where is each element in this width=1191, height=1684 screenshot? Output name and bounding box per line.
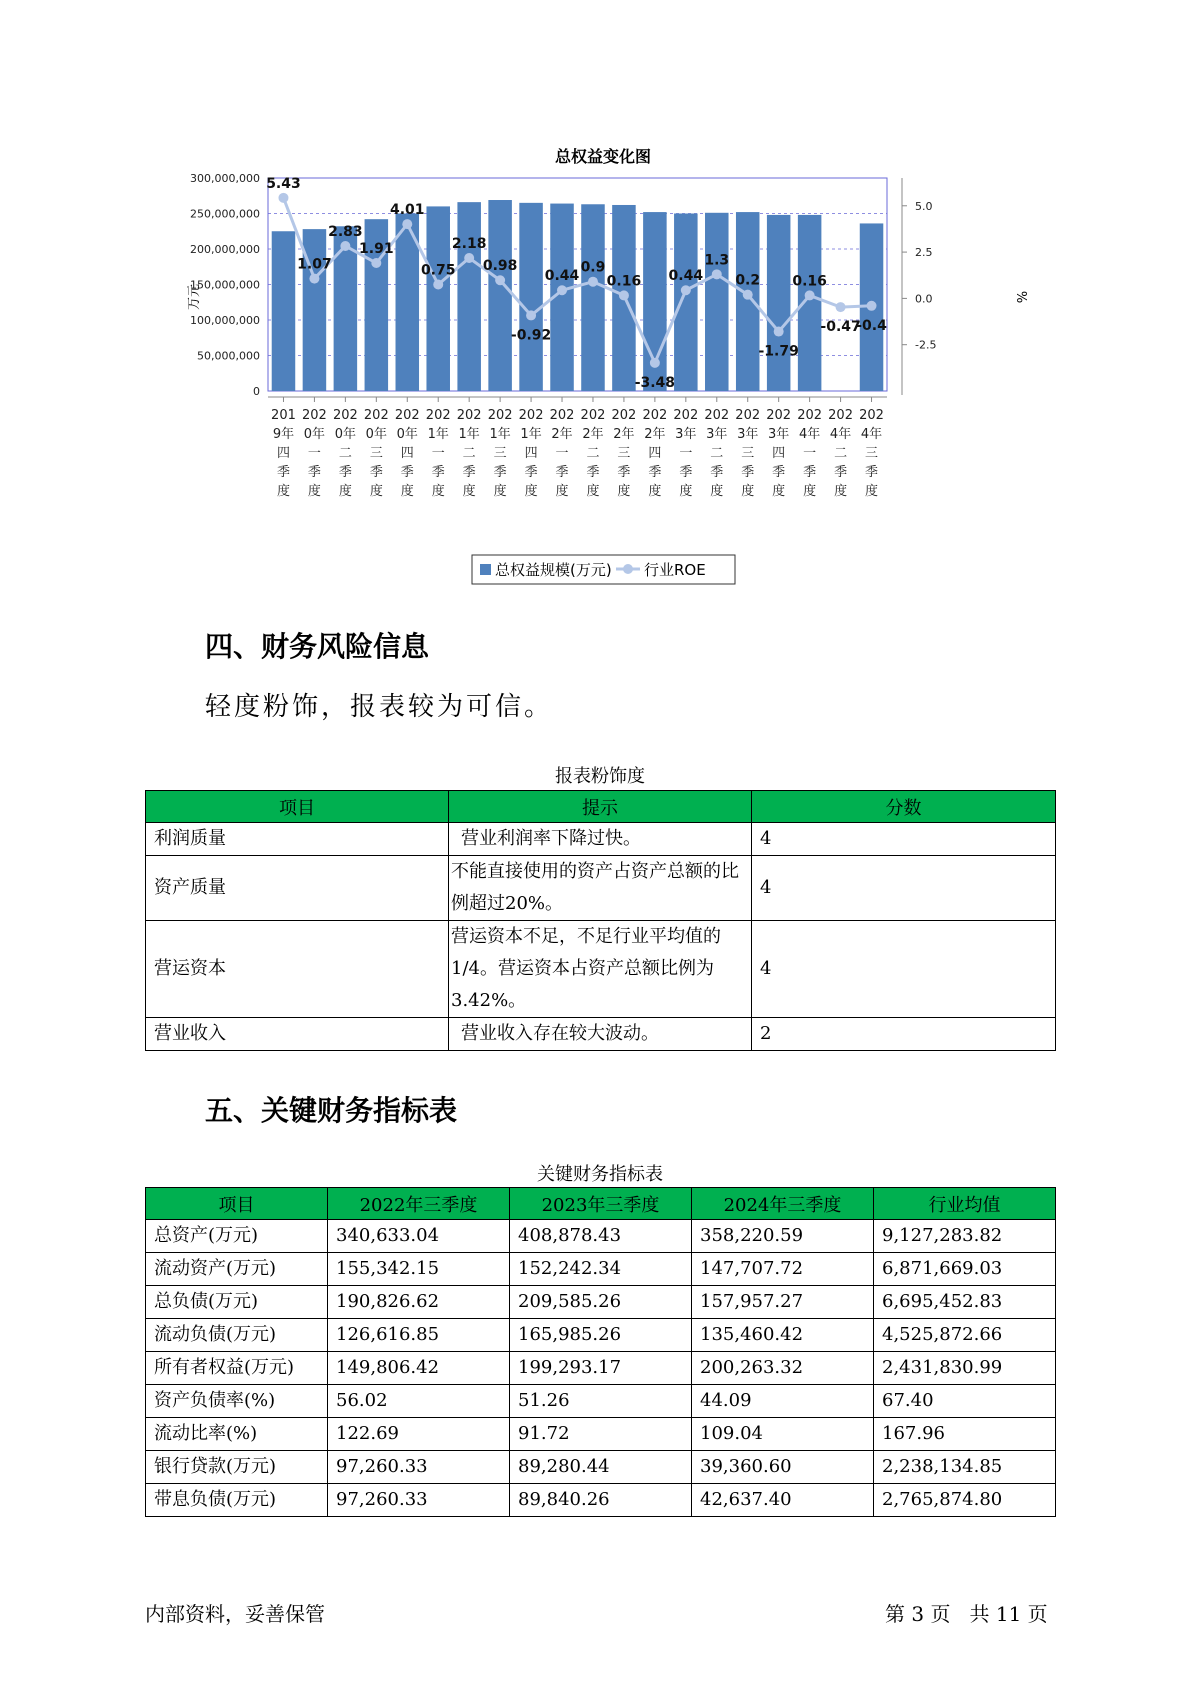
x-tick-label: 202 0年二季度: [332, 408, 358, 499]
score-cell: 4: [752, 921, 1056, 1018]
x-tick-label: 202 0年三季度: [363, 408, 389, 499]
score-cell: 4: [752, 856, 1056, 921]
roe-data-label: 1.07: [297, 256, 332, 273]
y-left-tick-label: 50,000,000: [197, 349, 260, 363]
header-cell: 分数: [752, 791, 1056, 823]
legend-line-marker: [623, 564, 633, 574]
risk-summary: 轻度粉饰，报表较为可信。: [205, 692, 554, 722]
table-row: [146, 1018, 1056, 1051]
table-header-row: [146, 1188, 1056, 1220]
bar: [767, 215, 791, 391]
roe-data-label: 0.2: [735, 272, 761, 289]
y-left-tick-label: 0: [253, 385, 260, 398]
roe-point: [650, 358, 660, 368]
roe-point: [495, 275, 505, 285]
x-tick-label: 202 2年二季度: [580, 408, 606, 499]
table-row: [146, 1484, 1056, 1517]
roe-data-label: -0.4: [856, 317, 887, 334]
roe-data-label: 2.83: [328, 223, 363, 240]
item-cell: 资产质量: [146, 856, 449, 921]
header-cell: 2023年三季度: [510, 1188, 692, 1220]
metric-value-cell: 190,826.62: [328, 1286, 510, 1319]
metric-value-cell: 340,633.04: [328, 1220, 510, 1253]
table-row: [146, 823, 1056, 856]
y-left-tick-label: 150,000,000: [190, 278, 260, 292]
metric-name-cell: 流动负债(万元): [146, 1319, 328, 1352]
bar: [272, 231, 296, 391]
x-tick-label: 202 4年二季度: [828, 408, 853, 499]
legend-bar-swatch: [480, 564, 491, 575]
table-row: [146, 1286, 1056, 1319]
x-tick-label: 202 1年一季度: [425, 408, 451, 499]
roe-data-label: 0.98: [482, 258, 518, 275]
metric-value-cell: 89,840.26: [510, 1484, 692, 1517]
bar: [519, 203, 543, 391]
metric-value-cell: 4,525,872.66: [874, 1319, 1056, 1352]
roe-data-label: 0.16: [792, 273, 827, 290]
x-tick-label: 202 0年一季度: [302, 408, 327, 499]
roe-data-label: 0.44: [668, 268, 704, 285]
table-row: [146, 1253, 1056, 1286]
footer-page-number: 第 3 页 共 11 页: [885, 1602, 1048, 1626]
roe-data-label: -1.79: [758, 343, 799, 360]
roe-data-label: -0.92: [510, 327, 552, 344]
metric-value-cell: 109.04: [692, 1418, 874, 1451]
roe-data-label: 5.43: [266, 175, 301, 192]
header-cell: 项目: [146, 791, 449, 823]
x-tick-label: 202 3年四季度: [766, 408, 792, 499]
risk-table: [145, 790, 1056, 1051]
y-right-tick-label: -2.5: [915, 338, 937, 352]
roe-point: [402, 219, 412, 229]
metric-value-cell: 358,220.59: [692, 1220, 874, 1253]
y-left-tick-label: 200,000,000: [190, 243, 260, 256]
table-row: [146, 856, 1056, 921]
metric-value-cell: 199,293.17: [510, 1352, 692, 1385]
x-tick-label: 202 2年四季度: [642, 408, 668, 499]
x-tick-label: 202 1年四季度: [518, 408, 544, 499]
roe-data-label: 4.01: [390, 202, 425, 219]
y-right-tick-label: 5.0: [915, 199, 933, 213]
header-cell: 2022年三季度: [328, 1188, 510, 1220]
table-row: [146, 1385, 1056, 1418]
x-tick-label: 202 1年三季度: [487, 408, 513, 499]
roe-point: [464, 253, 474, 263]
total-equity-chart: [150, 140, 1028, 600]
table-row: [146, 1418, 1056, 1451]
header-cell: 提示: [449, 791, 752, 823]
metric-name-cell: 所有者权益(万元): [146, 1352, 328, 1385]
roe-point: [712, 269, 722, 279]
x-tick-label: 202 3年三季度: [735, 408, 761, 499]
bar: [705, 213, 729, 391]
metric-value-cell: 39,360.60: [692, 1451, 874, 1484]
metric-value-cell: 2,238,134.85: [874, 1451, 1056, 1484]
legend-line-label: 行业ROE: [644, 561, 706, 579]
roe-data-label: 0.9: [580, 259, 606, 276]
section4-heading: 四、财务风险信息: [205, 630, 430, 663]
y-left-tick-label: 250,000,000: [190, 207, 260, 221]
roe-data-label: -0.47: [820, 319, 861, 336]
header-cell: 项目: [146, 1188, 328, 1220]
roe-data-label: 1.91: [359, 241, 394, 258]
table-row: [146, 1352, 1056, 1385]
x-tick-label: 202 1年二季度: [456, 408, 482, 499]
metric-value-cell: 2,765,874.80: [874, 1484, 1056, 1517]
metric-value-cell: 149,806.42: [328, 1352, 510, 1385]
x-tick-label: 201 9年四季度: [271, 408, 296, 499]
metric-value-cell: 9,127,283.82: [874, 1220, 1056, 1253]
metric-value-cell: 44.09: [692, 1385, 874, 1418]
item-cell: 营业收入: [146, 1018, 449, 1051]
metric-value-cell: 89,280.44: [510, 1451, 692, 1484]
bar: [488, 200, 512, 391]
metric-name-cell: 带息负债(万元): [146, 1484, 328, 1517]
y-axis-right-label: %: [1013, 290, 1028, 304]
roe-data-label: 1.3: [704, 252, 730, 269]
key-metrics-table: [145, 1187, 1056, 1517]
metric-value-cell: 67.40: [874, 1385, 1056, 1418]
risk-table-caption: 报表粉饰度: [555, 766, 645, 787]
roe-point: [371, 258, 381, 268]
x-tick-label: 202 2年一季度: [549, 408, 575, 499]
key-table-caption: 关键财务指标表: [537, 1164, 663, 1185]
metric-value-cell: 165,985.26: [510, 1319, 692, 1352]
metric-name-cell: 总负债(万元): [146, 1286, 328, 1319]
roe-point: [340, 241, 350, 251]
x-tick-label: 202 4年一季度: [797, 408, 823, 499]
metric-name-cell: 银行贷款(万元): [146, 1451, 328, 1484]
x-tick-label: 202 3年一季度: [673, 408, 699, 499]
metric-value-cell: 6,695,452.83: [874, 1286, 1056, 1319]
roe-point: [836, 302, 846, 312]
metric-value-cell: 157,957.27: [692, 1286, 874, 1319]
y-left-tick-label: 100,000,000: [190, 314, 260, 327]
bar: [736, 212, 760, 391]
score-cell: 4: [752, 823, 1056, 856]
roe-point: [526, 310, 536, 320]
roe-data-label: 0.16: [606, 273, 642, 290]
roe-point: [588, 277, 598, 287]
metric-name-cell: 总资产(万元): [146, 1220, 328, 1253]
bar: [457, 202, 481, 391]
metric-value-cell: 200,263.32: [692, 1352, 874, 1385]
table-row: [146, 921, 1056, 1018]
x-tick-label: 202 2年三季度: [611, 408, 637, 499]
metric-value-cell: 126,616.85: [328, 1319, 510, 1352]
score-cell: 2: [752, 1018, 1056, 1051]
item-cell: 利润质量: [146, 823, 449, 856]
metric-value-cell: 97,260.33: [328, 1484, 510, 1517]
hint-cell: 不能直接使用的资产占资产总额的比例超过20%。: [449, 856, 752, 921]
metric-value-cell: 91.72: [510, 1418, 692, 1451]
bar: [581, 204, 605, 391]
metric-value-cell: 135,460.42: [692, 1319, 874, 1352]
metric-name-cell: 流动资产(万元): [146, 1253, 328, 1286]
roe-point: [433, 280, 443, 290]
metric-value-cell: 56.02: [328, 1385, 510, 1418]
roe-point: [557, 285, 567, 295]
header-cell: 2024年三季度: [692, 1188, 874, 1220]
roe-point: [774, 327, 784, 337]
metric-value-cell: 155,342.15: [328, 1253, 510, 1286]
legend-bar-label: 总权益规模(万元): [495, 561, 612, 579]
metric-value-cell: 51.26: [510, 1385, 692, 1418]
bar: [674, 214, 698, 392]
metric-value-cell: 6,871,669.03: [874, 1253, 1056, 1286]
metric-value-cell: 152,242.34: [510, 1253, 692, 1286]
hint-cell: 营业收入存在较大波动。: [449, 1018, 752, 1051]
roe-point: [681, 285, 691, 295]
hint-cell: 营业利润率下降过快。: [449, 823, 752, 856]
y-left-tick-label: 300,000,000: [190, 172, 260, 185]
metric-value-cell: 147,707.72: [692, 1253, 874, 1286]
roe-data-label: 0.75: [420, 262, 456, 279]
bar: [426, 206, 450, 391]
metric-value-cell: 122.69: [328, 1418, 510, 1451]
chart-title: 总权益变化图: [554, 147, 652, 166]
metric-value-cell: 97,260.33: [328, 1451, 510, 1484]
y-right-tick-label: 0.0: [915, 292, 933, 306]
x-tick-label: 202 4年三季度: [859, 408, 884, 499]
footer-confidential: 内部资料，妥善保管: [145, 1602, 325, 1626]
metric-value-cell: 2,431,830.99: [874, 1352, 1056, 1385]
plot-area: [190, 172, 936, 499]
item-cell: 营运资本: [146, 921, 449, 1018]
table-row: [146, 1451, 1056, 1484]
table-row: [146, 1319, 1056, 1352]
metric-value-cell: 408,878.43: [510, 1220, 692, 1253]
roe-point: [805, 290, 815, 300]
section5-heading: 五、关键财务指标表: [205, 1094, 458, 1127]
hint-cell: 营运资本不足，不足行业平均值的1/4。营运资本占资产总额比例为3.42%。: [449, 921, 752, 1018]
metric-name-cell: 流动比率(%): [146, 1418, 328, 1451]
y-axis-left-label: 万元: [187, 283, 202, 311]
metric-value-cell: 42,637.40: [692, 1484, 874, 1517]
roe-point: [619, 290, 629, 300]
roe-data-label: 0.44: [544, 268, 580, 285]
roe-point: [743, 290, 753, 300]
roe-data-label: 2.18: [451, 236, 487, 253]
metric-name-cell: 资产负债率(%): [146, 1385, 328, 1418]
header-cell: 行业均值: [874, 1188, 1056, 1220]
metric-value-cell: 209,585.26: [510, 1286, 692, 1319]
roe-point: [309, 274, 319, 284]
chart-legend: [472, 555, 735, 584]
x-tick-label: 202 0年四季度: [394, 408, 420, 499]
roe-point: [278, 193, 288, 203]
metric-value-cell: 167.96: [874, 1418, 1056, 1451]
table-header-row: [146, 791, 1056, 823]
x-tick-label: 202 3年二季度: [704, 408, 730, 499]
roe-point: [867, 301, 877, 311]
roe-data-label: -3.48: [634, 374, 676, 391]
table-row: [146, 1220, 1056, 1253]
y-right-tick-label: 2.5: [915, 246, 933, 260]
